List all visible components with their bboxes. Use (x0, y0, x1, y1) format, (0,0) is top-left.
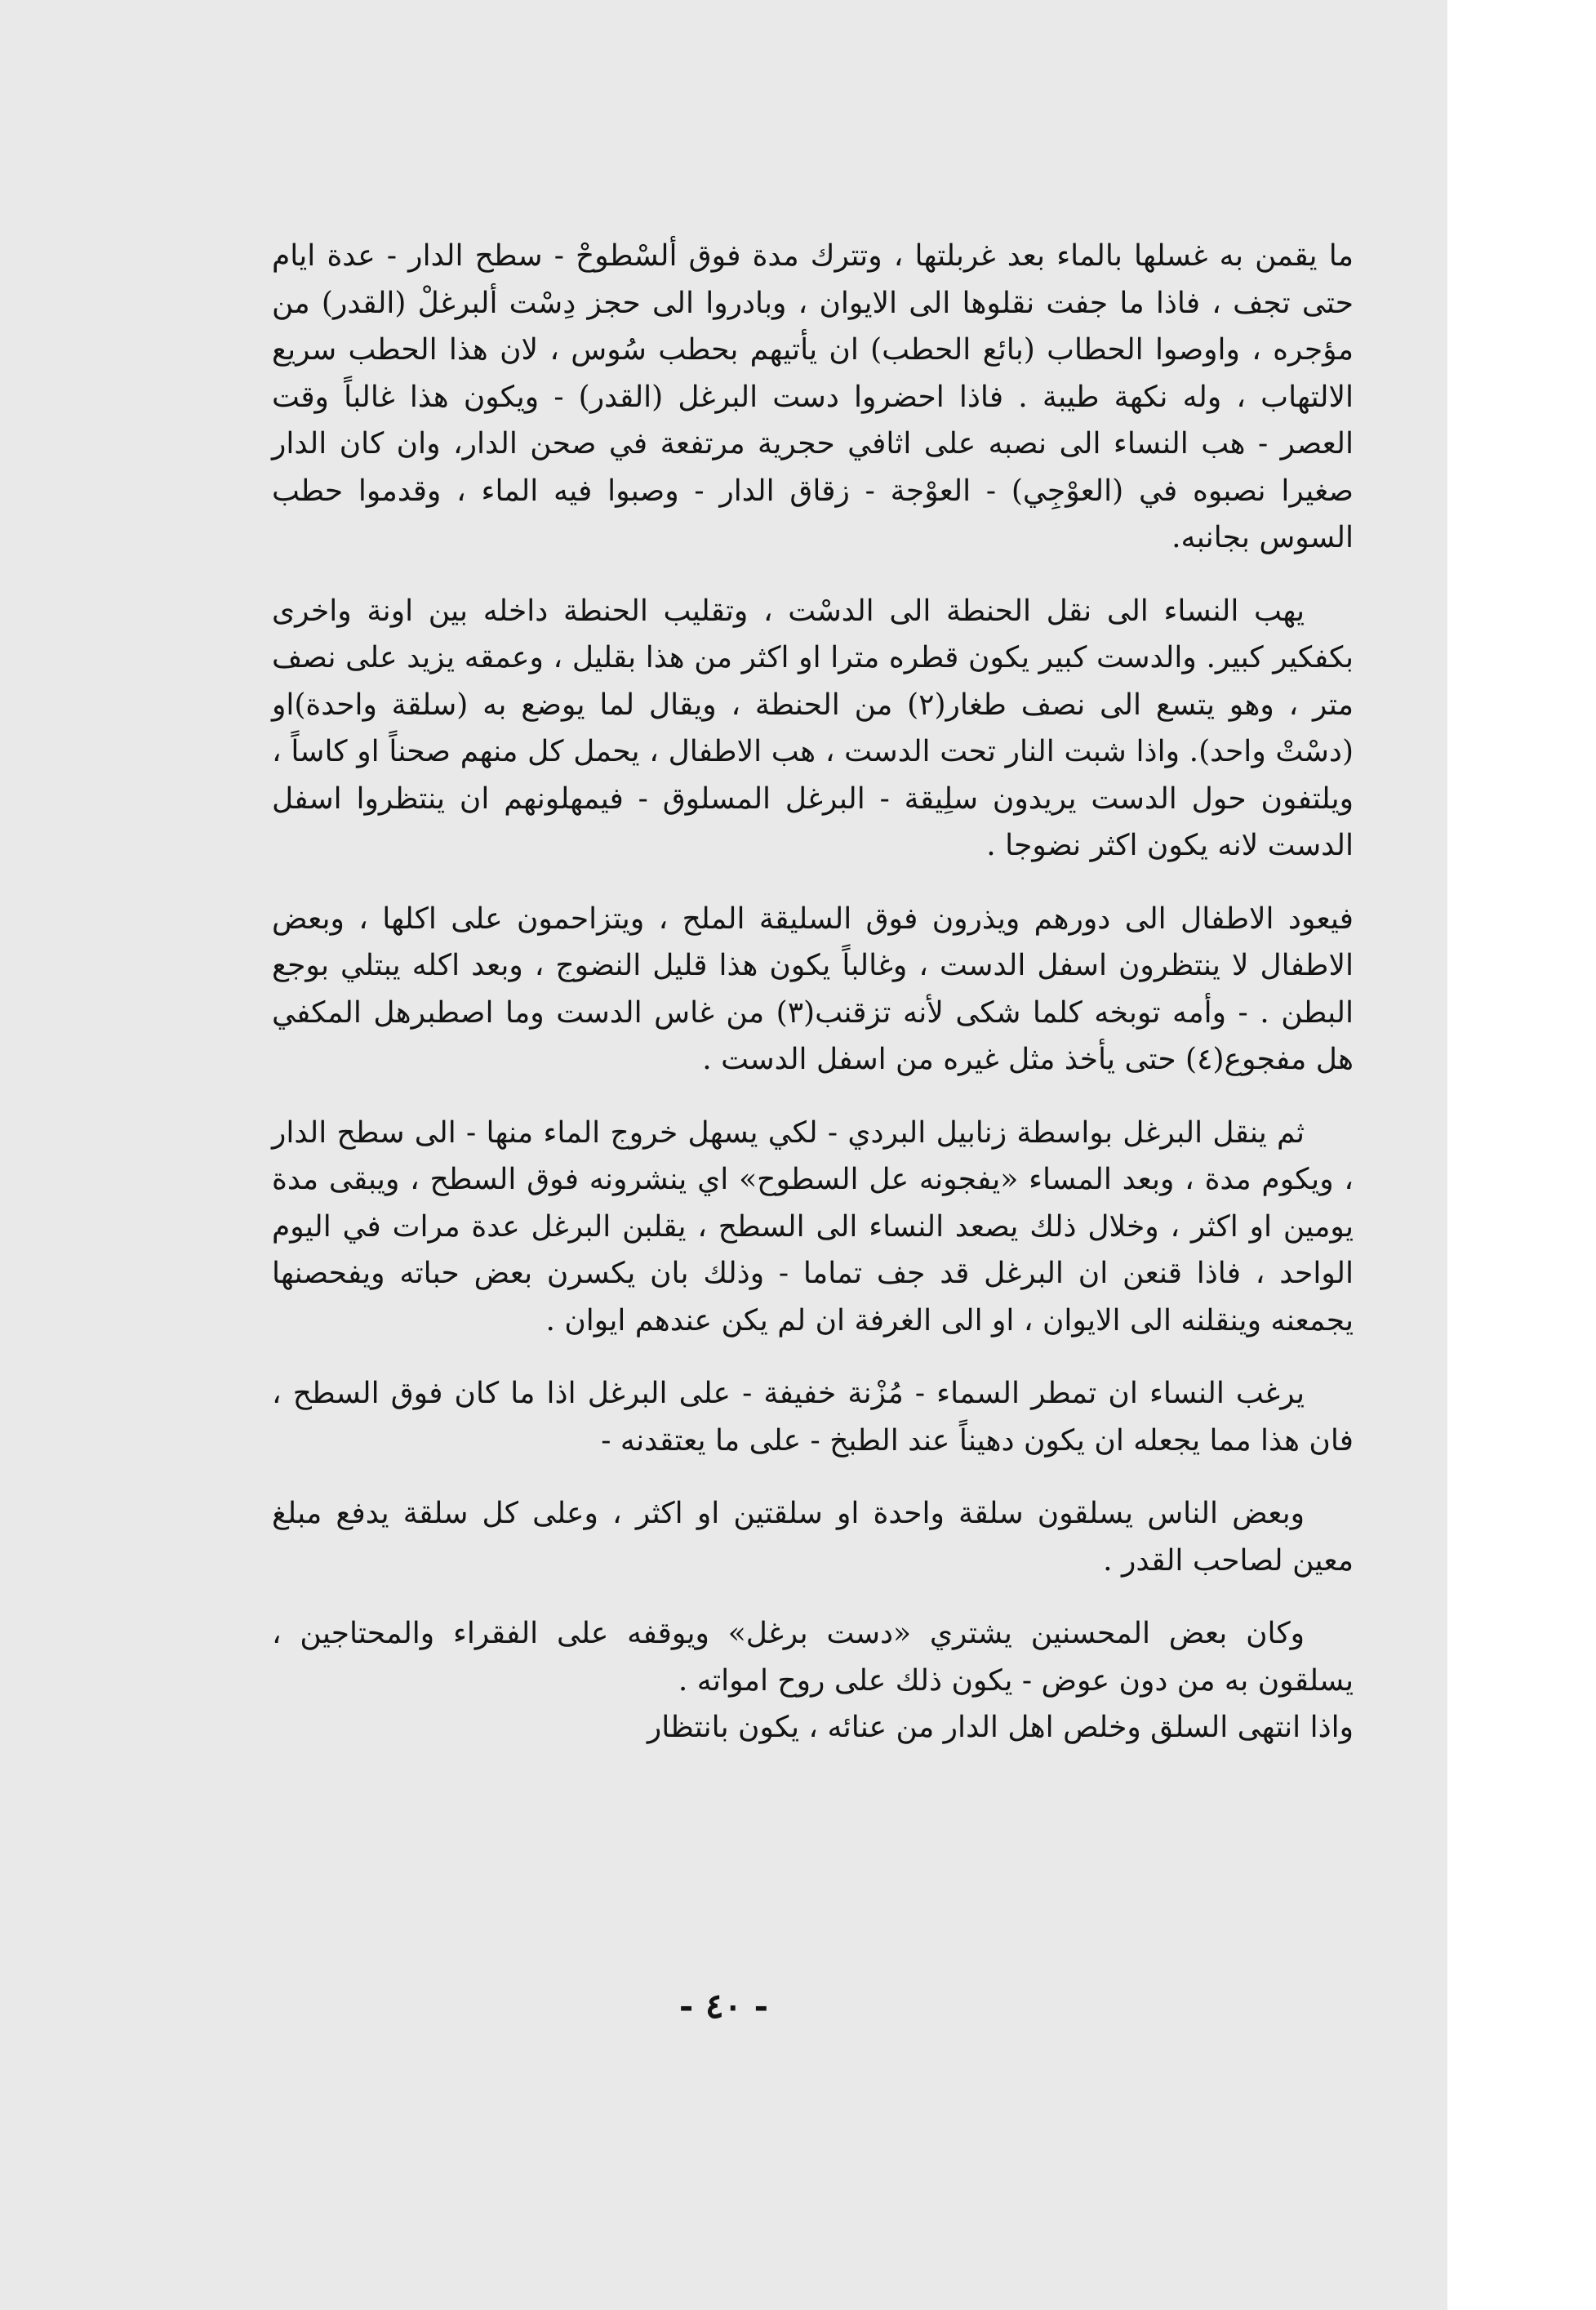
paragraph: يرغب النساء ان تمطر السماء - مُزْنة خفيفة - على البرغل اذا ما كان فوق السطح ، فان هذا مما يجعله ان يكون دهيناً عند الطبخ - على ما يعتقدنه - (272, 1377, 1354, 1458)
paragraph: فيعود الاطفال الى دورهم ويذرون فوق السليقة الملح ، ويتزاحمون على اكلها ، وبعض الاطفال لا ينتظرون اسفل الدست ، وغالباً يكون هذا قليل النضوج ، وبعد اكله يبتلي بوجع البطن . - وأمه توبخه كلما شكى لأنه تزقنب(٣) من غاس الدست وما اصطبرهل المكفي هل مفجوع(٤) حتى يأخذ مثل غيره من اسفل الدست . (272, 901, 1354, 1076)
paragraph: ثم ينقل البرغل بواسطة زنابيل البردي - لكي يسهل خروج الماء منها - الى سطح الدار ، ويكوم مدة ، وبعد المساء «يفجونه عل السطوح» اي ينشرونه فوق السطح ، ويبقى مدة يومين او اكثر ، وخلال ذلك يصعد النساء الى السطح ، يقلبن البرغل عدة مرات في اليوم الواحد ، فاذا قنعن ان البرغل قد جف تماما - وذلك بان يكسرن بعض حباته ويفحصنها يجمعنه وينقلنه الى الايوان ، او الى الغرفة ان لم يكن عندهم ايوان . (272, 1115, 1354, 1337)
paragraph: يهب النساء الى نقل الحنطة الى الدسْت ، وتقليب الحنطة داخله بين اونة واخرى بكفكير كبير. والدست كبير يكون قطره مترا او اكثر من هذا بقليل ، وعمقه يزيد على نصف متر ، وهو يتسع الى نصف طغار(٢) من الحنطة ، ويقال لما يوضع به (سلقة واحدة)او (دسْتْ واحد). واذا شبت النار تحت الدست ، هب الاطفال ، يحمل كل منهم صحناً او كاساً ، ويلتفون حول الدست يريدون سلِيقة - البرغل المسلوق - فيمهلونهم ان ينتظروا اسفل الدست لانه يكون اكثر نضوجا . (272, 594, 1354, 862)
paragraph-continuation: واذا انتهى السلق وخلص اهل الدار من عنائه ، يكون بانتظار (647, 1711, 1354, 1744)
body-text (272, 233, 1354, 1751)
paragraph: وبعض الناس يسلقون سلقة واحدة او سلقتين او اكثر ، وعلى كل سلقة يدفع مبلغ معين لصاحب القدر . (272, 1497, 1354, 1578)
paragraph: وكان بعض المحسنين يشتري «دست برغل» ويوقفه على الفقراء والمحتاجين ، يسلقون به من دون عوض - يكون ذلك على روح امواته . (272, 1617, 1354, 1698)
page-number: - ٤٠ - (678, 1986, 769, 2026)
paragraph: ما يقمن به غسلها بالماء بعد غربلتها ، وتترك مدة فوق ألسْطوحْ - سطح الدار - عدة ايام حتى تجف ، فاذا ما جفت نقلوها الى الايوان ، وبادروا الى حجز دِسْت ألبرغلْ (القدر) من مؤجره ، واوصوا الحطاب (بائع الحطب) ان يأتيهم بحطب سُوس ، لان هذا الحطب سريع الالتهاب ، وله نكهة طيبة . فاذا احضروا دست البرغل (القدر) - ويكون هذا غالباً وقت العصر - هب النساء الى نصبه على اثافي حجرية مرتفعة في صحن الدار، وان كان الدار صغيرا نصبوه في (العوْجِي) - العوْجة - زقاق الدار - وصبوا فيه الماء ، وقدموا حطب السوس بجانبه. (272, 239, 1354, 554)
